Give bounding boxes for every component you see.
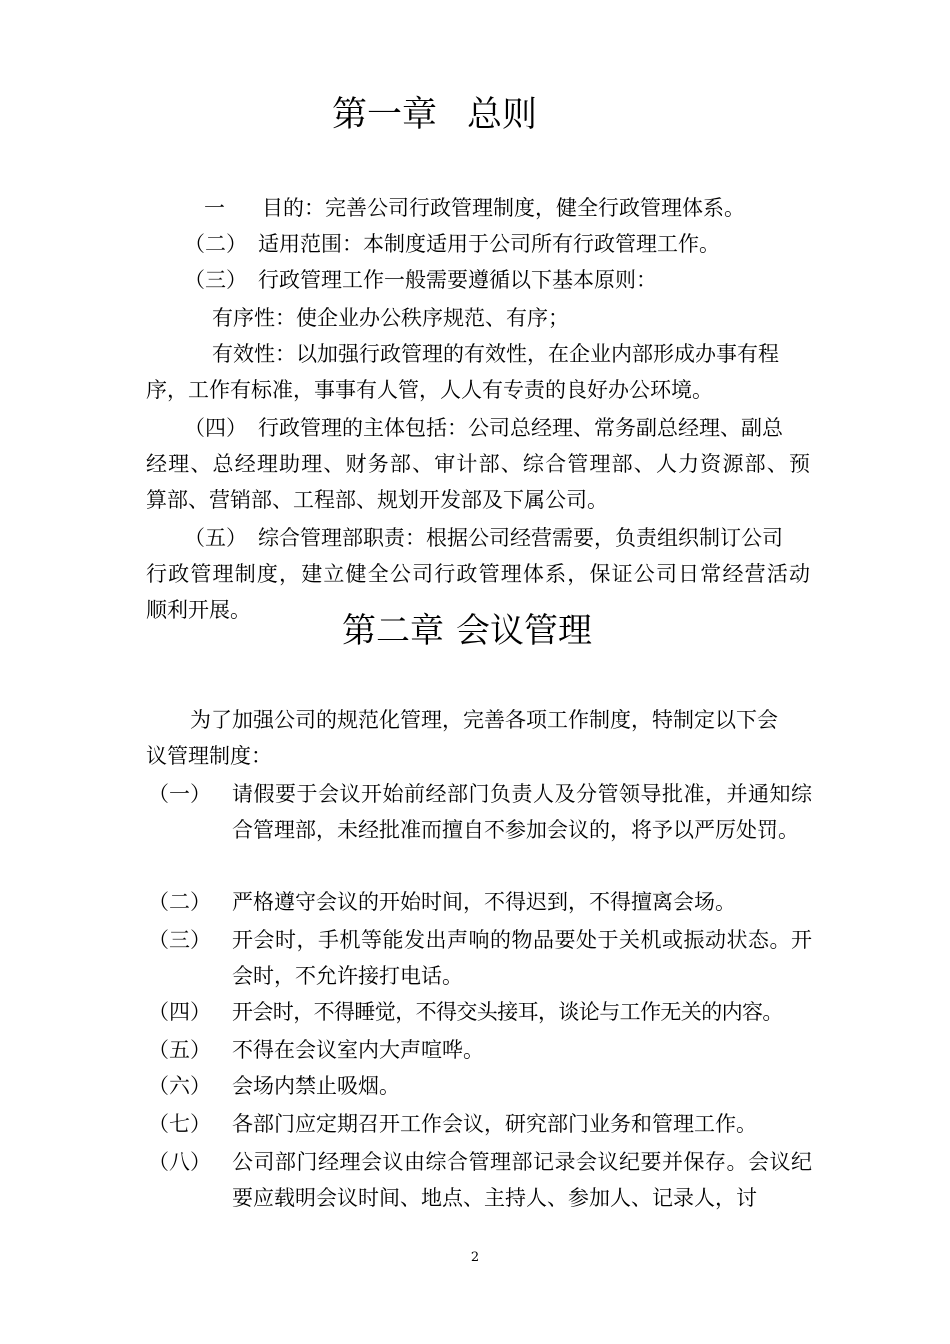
ch2-rule-3-marker: （三） [148,928,211,952]
ch1-item1 [146,190,810,226]
ch2-rule-6-text: 会场内禁止吸烟。 [232,1074,400,1098]
ch2-rule-2-marker: （二） [148,890,211,914]
ch2-rule-5-marker: （五） [148,1038,211,1062]
ch2-rule-1 [148,776,812,848]
ch1-principle2-text1: 有效性：以加强行政管理的有效性，在企业内部形成办事有程 [212,342,779,366]
ch2-rule-4 [148,994,812,1030]
ch1-item4-line3: 算部、营销部、工程部、规划开发部及下属公司。 [146,488,608,512]
ch2-rule-4-text: 开会时，不得睡觉，不得交头接耳，谈论与工作无关的内容。 [232,1000,783,1024]
ch1-principle1-text: 有序性：使企业办公秩序规范、有序； [212,306,569,330]
ch1-item5-line2: 行政管理制度，建立健全公司行政管理体系，保证公司日常经营活动 [146,562,810,586]
ch1-item5-line1 [146,520,810,556]
chapter2-title [342,611,592,651]
chapter2-title-number: 第二章 [342,611,444,651]
ch2-intro-line2: 议管理制度： [146,744,272,768]
ch2-rule-8 [148,1144,812,1216]
ch2-rule-2 [148,884,812,920]
ch2-rule-7 [148,1106,812,1142]
ch2-rule-1-text: 请假要于会议开始前经部门负责人及分管领导批准，并通知综合管理部，未经批准而擅自不参加会议的，将予以严厉处罚。 [232,782,812,842]
chapter1-title-number: 第一章 [332,95,438,135]
ch1-item4-text1: 行政管理的主体包括：公司总经理、常务副总经理、副总 [258,416,783,440]
ch1-item2-text: 适用范围：本制度适用于公司所有行政管理工作。 [258,232,720,256]
chapter1-title [332,95,538,135]
ch1-item5-marker: （五） [184,526,247,550]
ch2-rule-4-marker: （四） [148,1000,211,1024]
ch1-item4-line2: 经理、总经理助理、财务部、审计部、综合管理部、人力资源部、预 [146,452,810,476]
ch2-rule-2-text: 严格遵守会议的开始时间，不得迟到，不得擅离会场。 [232,890,736,914]
ch1-item5-line3: 顺利开展。 [146,598,251,622]
ch2-rule-8-marker: （八） [148,1150,211,1174]
ch2-rule-6-marker: （六） [148,1074,211,1098]
ch1-item4-marker: （四） [184,416,247,440]
ch2-rule-6 [148,1068,812,1104]
ch1-item5-text1: 综合管理部职责：根据公司经营需要，负责组织制订公司 [258,526,783,550]
ch2-rule-3-text: 开会时，手机等能发出声响的物品要处于关机或振动状态。开会时，不允许接打电话。 [232,928,812,988]
ch1-item2 [146,226,810,262]
ch1-item3-marker: （三） [184,268,247,292]
ch1-principle1 [146,300,810,336]
ch2-intro-line1 [146,702,810,738]
ch1-item3-text: 行政管理工作一般需要遵循以下基本原则： [258,268,657,292]
ch1-item2-marker: （二） [184,232,247,256]
ch1-principle2-line2: 序，工作有标准，事事有人管，人人有专责的良好办公环境。 [146,378,713,402]
ch2-rule-7-marker: （七） [148,1112,211,1136]
ch1-item1-text: 目的：完善公司行政管理制度，健全行政管理体系。 [262,196,745,220]
chapter1-title-name: 总则 [467,95,538,135]
ch1-principle2-line1 [146,336,810,372]
ch2-rule-8-text: 公司部门经理会议由综合管理部记录会议纪要并保存。会议纪要应载明会议时间、地点、主持人、参加人、记录人，讨 [232,1150,812,1210]
chapter2-title-name: 会议管理 [456,611,592,651]
ch2-rule-5 [148,1032,812,1068]
ch2-rule-7-text: 各部门应定期召开工作会议，研究部门业务和管理工作。 [232,1112,757,1136]
ch1-item3 [146,262,810,298]
ch2-rule-3 [148,922,812,994]
ch1-item1-marker: 一 [204,196,225,220]
ch2-rule-1-marker: （一） [148,782,211,806]
ch1-item4-line1 [146,410,810,446]
ch2-intro-text1: 为了加强公司的规范化管理，完善各项工作制度，特制定以下会 [190,708,778,732]
page-number: 2 [470,1250,480,1265]
ch2-rule-5-text: 不得在会议室内大声喧哗。 [232,1038,484,1062]
